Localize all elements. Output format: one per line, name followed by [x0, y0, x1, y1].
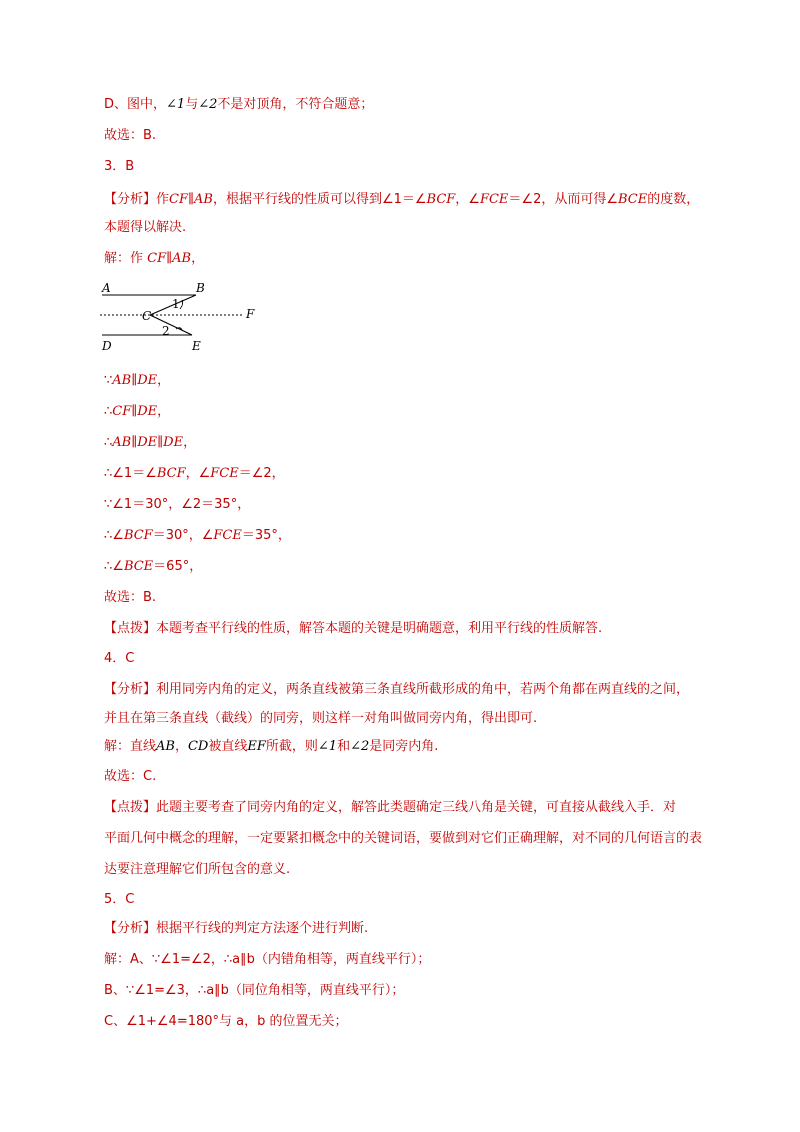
step-1 [104, 372, 170, 390]
text: D、图中， [104, 97, 167, 112]
analysis-line: 并且在第三条直线（截线）的同旁，则这样一对角叫做同旁内角，得出即可. [104, 711, 538, 726]
question-number: 5．C [104, 892, 135, 907]
text: ， [157, 404, 171, 419]
label-b: B [196, 281, 205, 295]
text: ， [174, 739, 188, 754]
label-angle-1: 1 [172, 297, 180, 311]
tip-line: 【点拨】此题主要考查了同旁内角的定义，解答此类题确定三线八角是关键，可直接从截线入手．对 [104, 800, 677, 815]
text: ＝35°， [241, 528, 291, 543]
math: BCF [156, 466, 186, 481]
parallel-lines-figure [96, 278, 266, 360]
step-3 [104, 434, 196, 452]
step-5: ∵∠1＝30°，∠2＝35°， [104, 497, 251, 512]
text: ， [183, 435, 197, 450]
math: CF∥AB [147, 251, 192, 266]
text: 与 [185, 97, 199, 112]
solution-line [104, 738, 438, 756]
math: BCF [426, 192, 456, 207]
step-4 [104, 465, 285, 483]
question-number: 3．B [104, 159, 135, 174]
analysis-paragraph [104, 186, 744, 242]
label-c: C [142, 309, 152, 323]
math-angle-2: ∠2 [198, 97, 218, 112]
step-6 [104, 527, 291, 545]
text: ＝∠2，从而可得∠ [508, 192, 619, 207]
math: AB∥DE∥DE [112, 435, 184, 450]
solution-line: 解：A、∵∠1=∠2，∴a∥b（内错角相等，两直线平行）； [104, 952, 431, 967]
text: ∴∠1＝∠ [104, 466, 157, 481]
solution-line: C、∠1+∠4=180°与 a，b 的位置无关； [104, 1014, 348, 1029]
text: 本题得以解决. [104, 220, 187, 235]
math: BCE [123, 559, 154, 574]
label-d: D [102, 339, 112, 353]
option-d-line [104, 96, 373, 114]
text: ， [191, 251, 205, 266]
label-angle-2: 2 [162, 324, 170, 338]
segment-ce [150, 315, 192, 335]
text: ＝65°， [153, 559, 203, 574]
math: CD [187, 739, 209, 754]
question-number: 4．C [104, 651, 135, 666]
text: 所截，则 [265, 739, 318, 754]
step-7 [104, 558, 202, 576]
tip-line: 达要注意理解它们所包含的意义. [104, 862, 291, 877]
text: 的度数， [647, 192, 700, 207]
solution-line: B、∵∠1=∠3，∴a∥b（同位角相等，两直线平行）； [104, 983, 405, 998]
label-f: F [246, 307, 255, 321]
text: ＝∠2， [238, 466, 285, 481]
text: ， [157, 373, 171, 388]
tip-line: 平面几何中概念的理解，一定要紧扣概念中的关键词语，要做到对它们正确理解，对不同的几何语言的表 [104, 831, 703, 846]
text: 是同旁内角. [369, 739, 439, 754]
math-angle-1: ∠1 [166, 97, 186, 112]
math: FCE [210, 466, 239, 481]
math: FCE [479, 192, 509, 207]
math: BCF [123, 528, 153, 543]
text: 被直线 [208, 739, 248, 754]
text: ，根据平行线的性质可以得到∠1＝∠ [212, 192, 427, 207]
math: ∠1 [317, 739, 338, 754]
text: ∵ [104, 373, 113, 388]
math: CF∥DE [112, 404, 158, 419]
text: ∴∠ [104, 559, 124, 574]
text: ＝30°，∠ [152, 528, 214, 543]
math: ∠2 [350, 739, 370, 754]
analysis-line: 【分析】根据平行线的判定方法逐个进行判断. [104, 921, 369, 936]
text: 解：作 [104, 251, 148, 266]
math: FCE [213, 528, 242, 543]
text: ∴ [104, 435, 113, 450]
math: EF [247, 739, 266, 754]
text: 【分析】作 [104, 192, 170, 207]
solution-intro [104, 250, 204, 268]
answer-line: 故选：C. [104, 769, 157, 784]
math: AB [156, 739, 175, 754]
text: 和 [337, 739, 351, 754]
answer-line: 故选：B. [104, 128, 157, 143]
text: ∴∠ [104, 528, 124, 543]
step-2 [104, 403, 170, 421]
text: 解：直线 [104, 739, 157, 754]
math: BCE [618, 192, 648, 207]
analysis-line: 【分析】利用同旁内角的定义，两条直线被第三条直线所截形成的角中，若两个角都在两直线的之间， [104, 682, 690, 697]
text: ，∠ [185, 466, 211, 481]
math: CF∥AB [169, 192, 213, 207]
answer-line: 故选：B. [104, 590, 157, 605]
text: ∴ [104, 404, 113, 419]
label-e: E [192, 339, 201, 353]
text: ，∠ [455, 192, 480, 207]
text: 不是对顶角，不符合题意； [217, 97, 374, 112]
math: AB∥DE [112, 373, 158, 388]
tip-paragraph: 【点拨】本题考查平行线的性质，解答本题的关键是明确题意，利用平行线的性质解答. [104, 621, 603, 636]
label-a: A [102, 281, 111, 295]
